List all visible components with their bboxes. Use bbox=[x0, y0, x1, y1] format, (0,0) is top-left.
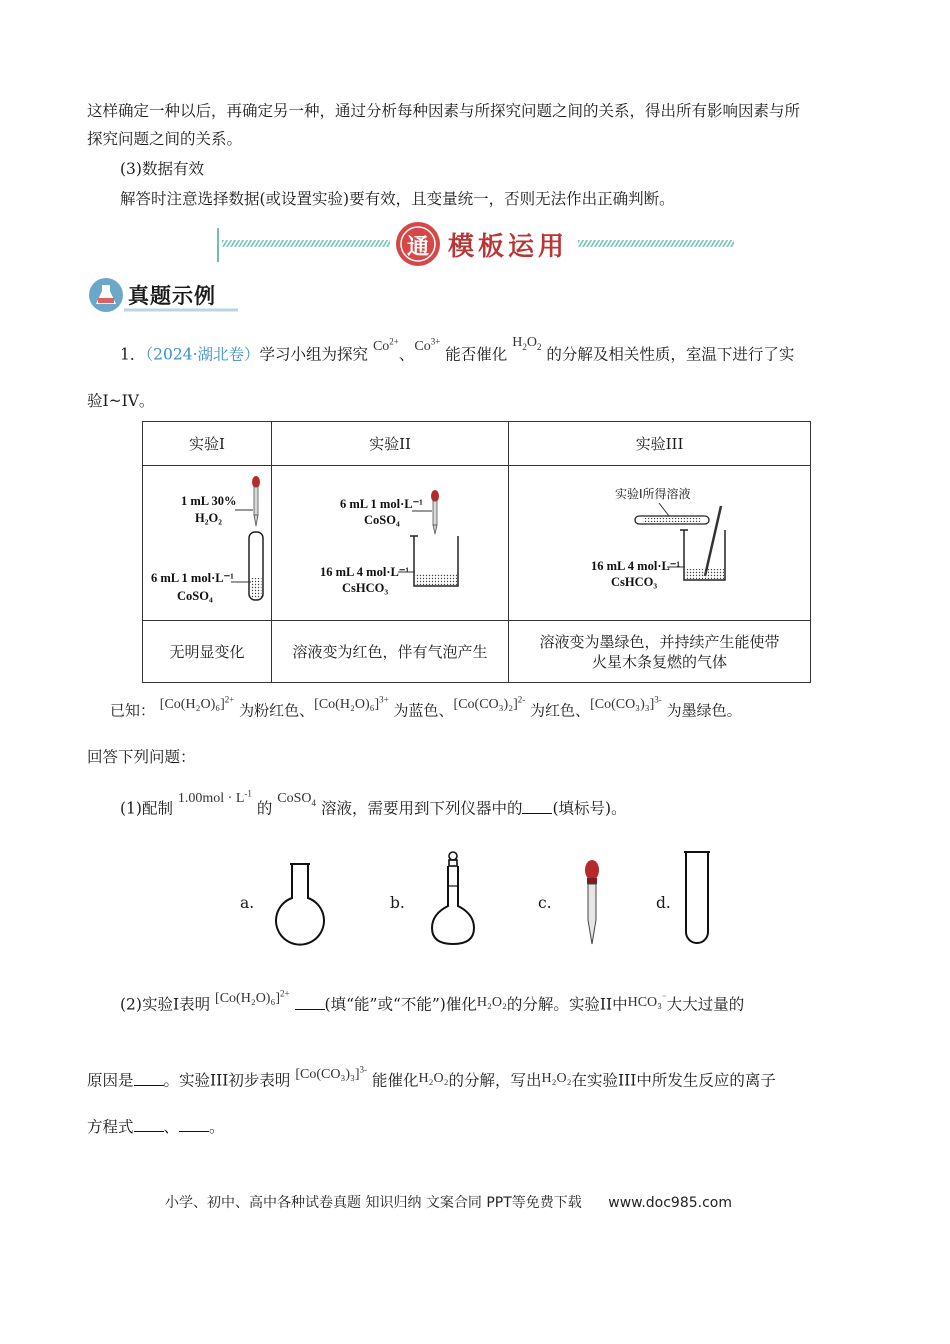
q1-salt-sub: 4 bbox=[311, 797, 317, 808]
q1-concentration bbox=[177, 788, 252, 806]
footer-text: 小学、初中、高中各种试卷真题 知识归纳 文案合同 PPT等免费下载 bbox=[165, 1195, 582, 1211]
question-1-stem bbox=[120, 334, 795, 371]
stem-text-1: 学习小组为探究 bbox=[259, 345, 369, 364]
exp2-result: 溶液变为红色，伴有气泡产生 bbox=[272, 621, 509, 683]
banner-title: 模板运用 bbox=[448, 232, 569, 262]
stem-separator: 、 bbox=[398, 345, 415, 364]
section-header bbox=[88, 276, 248, 314]
footer-url[interactable]: www.doc985.com bbox=[608, 1195, 732, 1211]
complex-2-charge: 3+ bbox=[379, 694, 389, 704]
answer-blank-5[interactable] bbox=[179, 1117, 209, 1132]
complex-4-charge: 3- bbox=[654, 694, 662, 704]
complex-2-formula: Co(H₂O)₆ bbox=[318, 696, 375, 712]
option-a-label: a. bbox=[240, 894, 255, 912]
exp1-label-h2o2: H₂O₂ bbox=[195, 511, 222, 525]
intro-line-1: 这样确定一种以后，再确定另一种，通过分析每种因素与所探究问题之间的关系，得出所有影响因素与所 bbox=[87, 102, 801, 120]
ion-co2-symbol: Co bbox=[372, 338, 390, 354]
complex-3-formula: Co(CO₃)₂ bbox=[458, 696, 514, 712]
q1-text-a: (1)配制 bbox=[120, 799, 173, 818]
footer bbox=[165, 1192, 732, 1212]
q2-text-f: 。实验III初步表明 bbox=[163, 1071, 291, 1090]
ion-co2-charge: 2+ bbox=[389, 336, 399, 346]
intro-line-2: 探究问题之间的关系。 bbox=[87, 130, 243, 148]
q2-ion-2: $[Co(CO_3)_3]^{3-}$ bbox=[295, 1064, 368, 1082]
h2o2-sub-a: 2 bbox=[522, 341, 527, 352]
exp1-label-h2o2-volume: 1 mL 30% bbox=[181, 494, 237, 508]
q2-ion-1: $[Co(H_2O)_6]^{2+}$ bbox=[215, 988, 290, 1006]
q1-text-b: 的 bbox=[256, 799, 273, 818]
exp3-diagram bbox=[509, 466, 811, 621]
exp3-label-cshco3: CsHCO₃ bbox=[611, 575, 658, 589]
exp2-diagram bbox=[272, 466, 509, 621]
q2-text-a: (2)实验I表明 bbox=[120, 995, 211, 1014]
q2-ion-1-formula: Co(H₂O)₆ bbox=[219, 990, 276, 1006]
q2-ion-2-charge: 3- bbox=[359, 1064, 368, 1074]
stem-text-3: 的分解及相关性质，室温下进行了实 bbox=[546, 345, 795, 364]
exp1-result: 无明显变化 bbox=[143, 621, 272, 683]
complex-1-charge: 2+ bbox=[224, 694, 235, 704]
complex-3-charge: 2- bbox=[517, 694, 526, 704]
subheading-data-valid: (3)数据有效 bbox=[120, 160, 204, 178]
complex-1-desc: 为粉红色、 bbox=[239, 701, 315, 720]
q1-text-c: 溶液，需要用到下列仪器中的 bbox=[320, 799, 523, 818]
exp2-label-cshco3-volume: 16 mL 4 mol·L⁻¹ bbox=[320, 565, 410, 579]
exp3-result-line-1: 溶液变为墨绿色，并持续产生能使带 bbox=[539, 632, 780, 651]
answer-blank-1[interactable] bbox=[522, 799, 552, 814]
q2-text-e: 原因是 bbox=[87, 1071, 134, 1090]
known-lead: 已知： bbox=[110, 701, 156, 720]
exp2-label-coso4: CoSO₄ bbox=[364, 513, 400, 527]
banner-badge: 通 bbox=[406, 235, 429, 260]
question-1-2-line-3 bbox=[87, 1116, 225, 1138]
exp3-label-solution: 实验I所得溶液 bbox=[615, 487, 691, 501]
table-header-exp3: 实验III bbox=[509, 422, 811, 466]
q2-h2o2-2: H₂O₂ bbox=[418, 1070, 449, 1086]
question-1-1 bbox=[120, 788, 627, 825]
q2-text-i: 在实验III中所发生反应的离子 bbox=[571, 1071, 776, 1090]
q2-hco3 bbox=[627, 992, 667, 1010]
stem-text-2: 能否催化 bbox=[445, 345, 508, 364]
test-tube-icon bbox=[682, 850, 712, 946]
question-source: （2024·湖北卷） bbox=[145, 345, 260, 364]
exp1-label-coso4-volume: 6 mL 1 mol·L⁻¹ bbox=[151, 571, 234, 585]
table-header-exp2: 实验II bbox=[272, 422, 509, 466]
exp3-label-cshco3-volume: 16 mL 4 mol·L⁻¹ bbox=[591, 559, 681, 573]
complex-4-formula: Co(CO₃)₃ bbox=[594, 696, 650, 712]
q2-h2o2-3: H₂O₂ bbox=[541, 1070, 572, 1086]
option-b-label: b. bbox=[390, 894, 405, 912]
option-c-label: c. bbox=[538, 894, 552, 912]
complex-3: $[Co(CO_3)_2]^{2-}$ bbox=[453, 694, 526, 712]
ion-co3-symbol: Co bbox=[414, 338, 431, 354]
q1-salt-formula: CoSO bbox=[277, 790, 312, 806]
round-bottom-flask-icon bbox=[270, 862, 330, 946]
q2-ion-1-charge: 2+ bbox=[280, 988, 290, 998]
exp2-label-coso4-volume: 6 mL 1 mol·L⁻¹ bbox=[340, 497, 423, 511]
complex-2: $[Co(H_2O)_6]^{3+}$ bbox=[314, 694, 389, 712]
question-1-2-line-2 bbox=[87, 1066, 776, 1094]
ion-co3 bbox=[414, 336, 441, 354]
formula-h2o2 bbox=[512, 335, 541, 350]
template-banner bbox=[216, 216, 736, 272]
q2-text-d: 大大过量的 bbox=[666, 995, 745, 1014]
intro-line-3: 解答时注意选择数据(或设置实验)要有效，且变量统一，否则无法作出正确判断。 bbox=[120, 190, 675, 208]
exp2-label-cshco3: CsHCO₃ bbox=[342, 581, 389, 595]
question-number: 1． bbox=[120, 345, 146, 364]
exp3-result bbox=[509, 621, 811, 683]
q2-hco3-formula: HCO₃ bbox=[627, 994, 663, 1010]
exp1-diagram bbox=[143, 466, 272, 621]
complex-3-desc: 为红色、 bbox=[530, 701, 591, 720]
dropper-icon bbox=[582, 860, 602, 948]
h2o2-h: H bbox=[512, 334, 523, 350]
q2-text-k: 、 bbox=[163, 1118, 180, 1136]
q1-conc-exp: -1 bbox=[244, 788, 252, 798]
complex-1-formula: Co(H₂O)₆ bbox=[164, 696, 221, 712]
complex-4: $[Co(CO_3)_3]^{3-}$ bbox=[590, 694, 662, 712]
question-1-stem-cont: 验I~IV。 bbox=[87, 392, 155, 410]
exp1-label-coso4: CoSO₄ bbox=[177, 589, 213, 603]
complex-1: $[Co(H_2O)_6]^{2+}$ bbox=[159, 694, 235, 712]
q2-text-j: 方程式 bbox=[87, 1118, 134, 1136]
q1-salt bbox=[277, 791, 316, 806]
q2-text-l: 。 bbox=[209, 1118, 225, 1136]
answer-blank-3[interactable] bbox=[134, 1071, 164, 1086]
exp3-result-line-2: 火星木条复燃的气体 bbox=[591, 652, 727, 671]
ion-co3-charge: 3+ bbox=[430, 336, 441, 346]
complex-4-desc: 为墨绿色。 bbox=[666, 701, 742, 720]
q2-hco3-charge: ⁻ bbox=[662, 992, 667, 1002]
complex-2-desc: 为蓝色、 bbox=[393, 701, 454, 720]
h2o2-o: O bbox=[526, 334, 537, 350]
q2-ion-2-formula: Co(CO₃)₃ bbox=[300, 1066, 355, 1082]
answer-blank-4[interactable] bbox=[134, 1117, 164, 1132]
q1-text-d: (填标号)。 bbox=[552, 799, 627, 818]
q2-h2o2-1: H₂O₂ bbox=[476, 994, 507, 1010]
option-d-label: d. bbox=[656, 894, 671, 912]
section-title: 真题示例 bbox=[128, 284, 216, 308]
q2-text-b: (填“能”或“不能”)催化 bbox=[324, 995, 477, 1014]
table-header-exp1: 实验I bbox=[143, 422, 272, 466]
q1-conc-value: 1.00mol · L bbox=[177, 790, 245, 806]
q2-text-c: 的分解。实验II中 bbox=[506, 995, 628, 1014]
question-1-2-line-1 bbox=[120, 990, 744, 1018]
h2o2-sub-b: 2 bbox=[536, 341, 542, 352]
volumetric-flask-icon bbox=[428, 850, 478, 946]
answer-lead: 回答下列问题： bbox=[87, 748, 196, 766]
instrument-options bbox=[238, 846, 718, 956]
ion-co2 bbox=[372, 336, 399, 354]
q2-text-g: 能催化 bbox=[371, 1071, 419, 1090]
answer-blank-2[interactable] bbox=[295, 995, 325, 1010]
experiment-table bbox=[142, 421, 811, 683]
known-info bbox=[110, 696, 742, 724]
q2-text-h: 的分解，写出 bbox=[448, 1071, 542, 1090]
